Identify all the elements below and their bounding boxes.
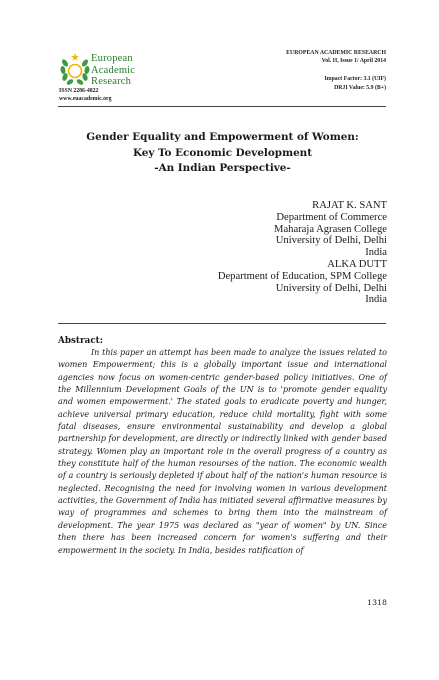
author-affiliation: India [365, 247, 387, 259]
journal-info [286, 49, 386, 92]
paper-title [58, 130, 387, 177]
author-name: ALKA DUTT [327, 258, 387, 270]
title-line-3: -An Indian Perspective- [154, 162, 291, 174]
author-affiliation: University of Delhi, Delhi [275, 282, 387, 294]
website: www.euacademic.org [59, 96, 112, 102]
title-line-1: Gender Equality and Empowerment of Women: [86, 131, 359, 143]
abstract-heading: Abstract: [58, 336, 103, 346]
journal-volume: Vol. II, Issue 1/ April 2014 [321, 58, 386, 65]
author-name: RAJAT K. SANT [312, 200, 387, 211]
author-affiliation: Maharaja Agrasen College [274, 223, 387, 235]
author-block [218, 200, 387, 306]
title-line-2: Key To Economic Development [132, 146, 313, 159]
abstract-text: In this paper an attempt has been made to analyze the issues related to women Empowerment; this is a globally important issue and international agencies now focus on women-centric gender-based policy initiatives. One of the Millennium Development Goals of the UN is to 'promote gender equality and women empowerment.' The stated goals to eradicate poverty and hunger, achieve universal primary education, reduce child mortality, fight with some fatal diseases, ensure environmental sustainability and develop a global partnership for development, are directly or indirectly linked with gender based strategy. Women play an important role in the overall progress of a country as they constitute half of the human resourses of the nation. The economic wealth of a country is seriously depleted if about half of the nation's human resource is neglected. Recognising the need for involving women in various development activities, the Government of India has initiated several affirmative measures by way of programmes and schemes to bring them into the mainstream of development. The year 1975 was declared as "year of women" by UN. Since then there has been increased concern for women's suffering and their empowerment in the society. In India, besides ratification of [58, 348, 387, 555]
logo-line-2: Academic [91, 64, 136, 76]
logo-line-3: Research [91, 76, 132, 87]
issn: ISSN 2286-4822 [59, 88, 99, 94]
logo-wordmark [91, 53, 135, 88]
laurel-star-icon [58, 51, 92, 87]
journal-name: EUROPEAN ACADEMIC RESEARCH [286, 50, 386, 56]
journal-logo [58, 51, 158, 91]
header-rule [58, 106, 386, 107]
author-affiliation: University of Delhi, Delhi [275, 235, 387, 247]
drji-value: DRJI Value: 5.9 (B+) [334, 84, 386, 91]
author-affiliation: Department of Commerce [276, 211, 387, 223]
issn-block [59, 87, 111, 103]
impact-factor: Impact Factor: 3.1 (UIF) [324, 76, 386, 83]
logo-line-1: European [91, 53, 133, 64]
abstract-rule [58, 323, 386, 324]
author-affiliation: Department of Education, SPM College [217, 270, 387, 282]
author-affiliation: India [365, 294, 387, 306]
page-number: 1318 [367, 598, 387, 607]
